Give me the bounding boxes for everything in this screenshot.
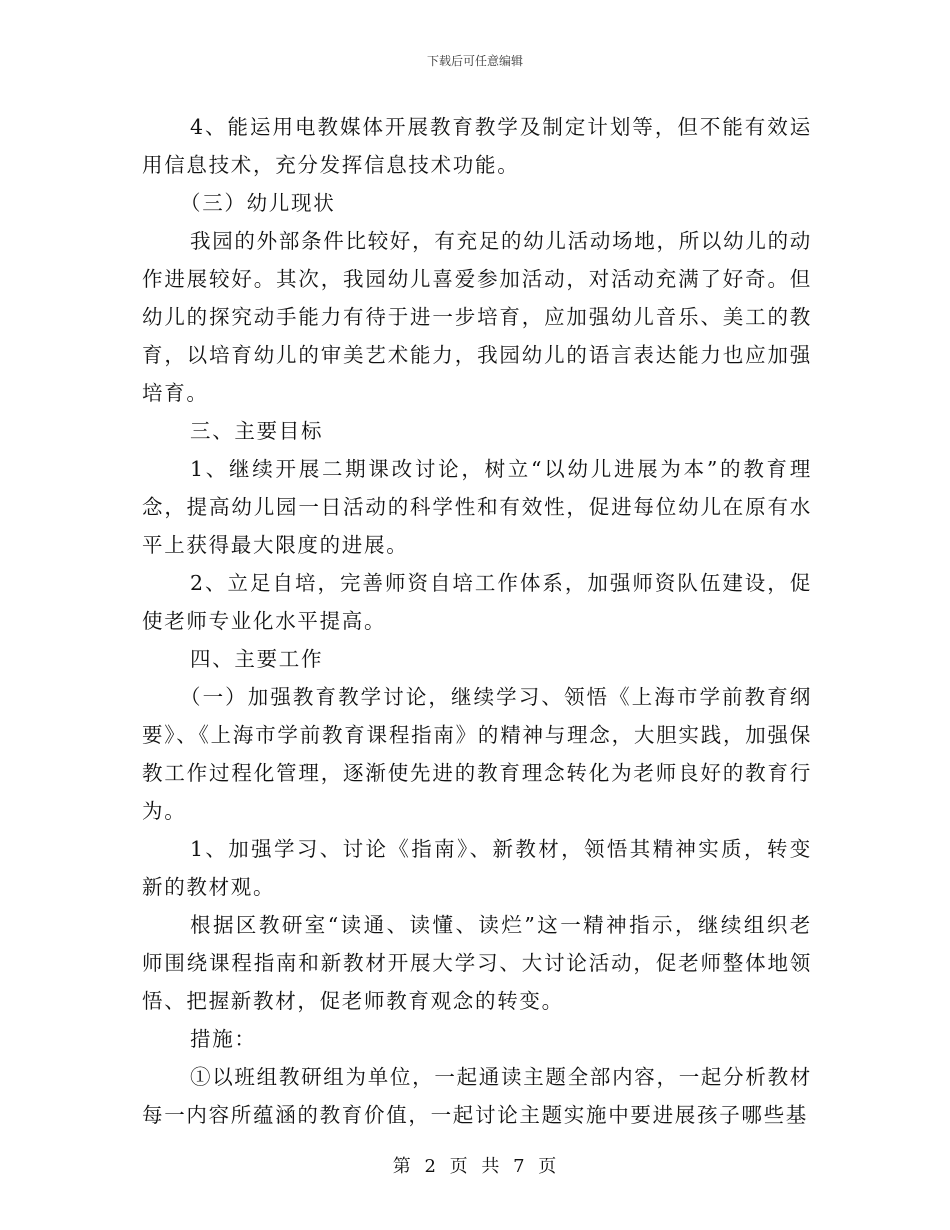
document-body <box>142 108 812 1134</box>
footer-total-pages: 7 <box>513 1156 526 1177</box>
footer-label-unit: 页 <box>449 1156 469 1177</box>
footer-label-total: 共 <box>481 1156 501 1177</box>
footer-label-unit2: 页 <box>538 1156 558 1177</box>
paragraph: 4、能运用电教媒体开展教育教学及制定计划等，但不能有效运用信息技术，充分发挥信息技术功能。 <box>142 115 812 177</box>
footer-current-page: 2 <box>424 1156 437 1177</box>
paragraph: ①以班组教研组为单位，一起通读主题全部内容，一起分析教材每一内容所蕴涵的教育价值，一起讨论主题实施中要进展孩子哪些基 <box>142 1065 812 1127</box>
paragraph: 根据区教研室“读通、读懂、读烂”这一精神指示，继续组织老师围绕课程指南和新教材开展大学习、大讨论活动，促老师整体地领悟、把握新教材，促老师教育观念的转变。 <box>142 913 812 1013</box>
section-heading: 三、主要目标 <box>190 419 324 443</box>
paragraph: 1、加强学习、讨论《指南》、新教材，领悟其精神实质，转变新的教材观。 <box>142 837 812 899</box>
paragraph: 1、继续开展二期课改讨论，树立“以幼儿进展为本”的教育理念，提高幼儿园一日活动的科学性和有效性，促进每位幼儿在原有水平上获得最大限度的进展。 <box>142 457 812 557</box>
page-header: 下载后可任意编辑 <box>426 54 523 68</box>
section-heading: 四、主要工作 <box>190 647 324 671</box>
measures-label: 措施： <box>190 1027 257 1051</box>
page-footer <box>0 1152 950 1178</box>
section-heading: （三）幼儿现状 <box>180 191 336 215</box>
paragraph: （一）加强教育教学讨论，继续学习、领悟《上海市学前教育纲要》、《上海市学前教育课程指南》的精神与理念，大胆实践，加强保教工作过程化管理，逐渐使先进的教育理念转化为老师良好的教育行为。 <box>142 685 812 823</box>
paragraph: 我园的外部条件比较好，有充足的幼儿活动场地，所以幼儿的动作进展较好。其次，我园幼儿喜爱参加活动，对活动充满了好奇。但幼儿的探究动手能力有待于进一步培育，应加强幼儿音乐、美工的教育，以培育幼儿的审美艺术能力，我园幼儿的语言表达能力也应加强培育。 <box>142 229 812 405</box>
paragraph: 2、立足自培，完善师资自培工作体系，加强师资队伍建设，促使老师专业化水平提高。 <box>142 571 812 633</box>
footer-label-page: 第 <box>392 1156 412 1177</box>
